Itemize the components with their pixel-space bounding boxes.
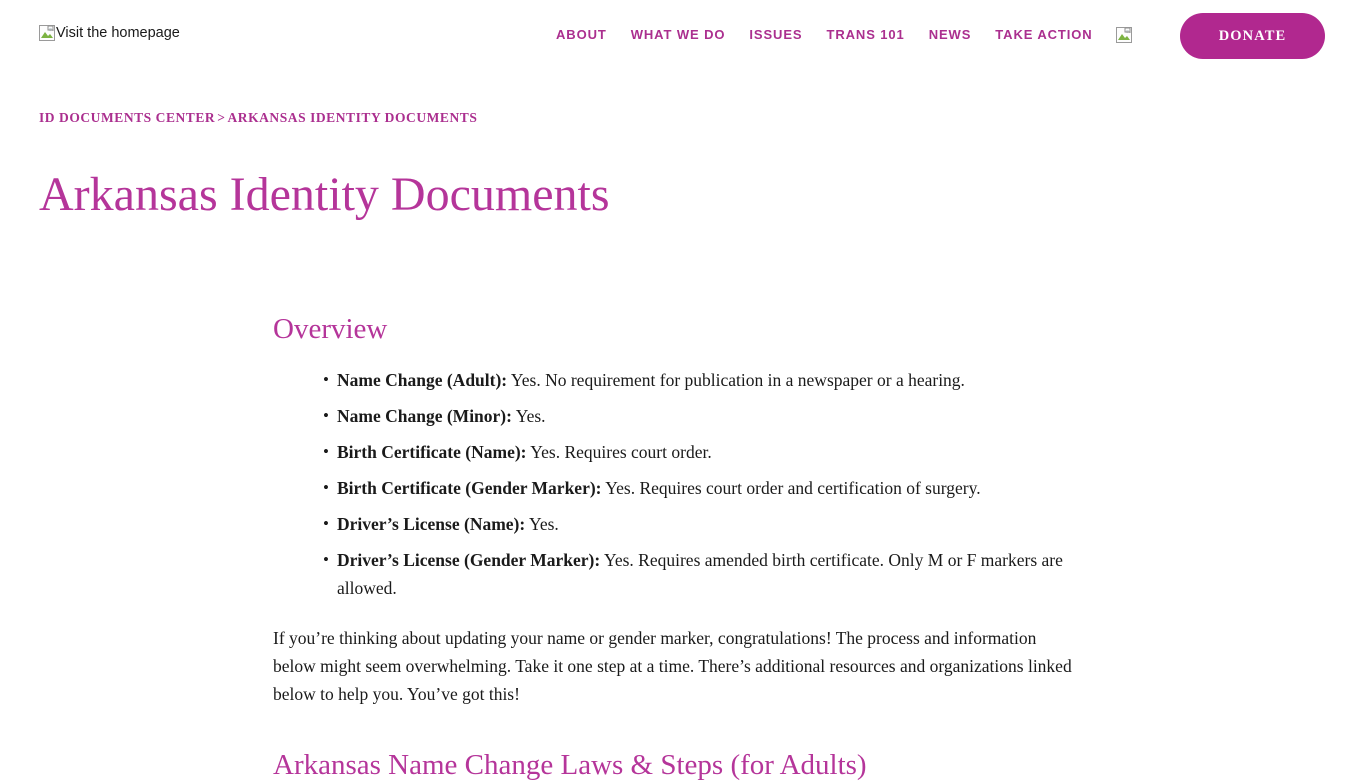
list-item-label: Name Change (Minor): [337, 406, 512, 426]
list-item [337, 510, 1103, 538]
nav-item-news[interactable]: NEWS [928, 27, 972, 42]
list-item [337, 366, 1103, 394]
overview-heading: Overview [273, 313, 388, 345]
list-item-label: Birth Certificate (Name): [337, 442, 527, 462]
nav-item-about[interactable]: ABOUT [556, 27, 607, 42]
list-item-value: Yes. Requires amended birth certificate. Only M or F markers are allowed. [337, 550, 1063, 598]
overview-paragraph: If you’re thinking about updating your name or gender marker, congratulations! The process and information below might seem overwhelming. Take it one step at a time. There’s additional resources and organizations linked below to help you. You’ve got this! [273, 628, 1072, 704]
nav-item-what-we-do[interactable]: WHAT WE DO [630, 27, 726, 42]
breadcrumb-separator: > [217, 110, 226, 125]
list-item-label: Driver’s License (Name): [337, 514, 526, 534]
page-title: Arkansas Identity Documents [39, 168, 610, 221]
list-item-value: Yes. No requirement for publication in a newspaper or a hearing. [510, 370, 965, 390]
list-item [337, 546, 1103, 602]
list-item-value: Yes. [528, 514, 559, 534]
broken-image-icon [1116, 27, 1132, 43]
broken-image-icon [39, 25, 55, 41]
breadcrumb-parent-link[interactable]: ID DOCUMENTS CENTER [39, 110, 216, 125]
overview-list [273, 366, 1103, 602]
next-section-heading: Arkansas Name Change Laws & Steps (for Adults) [273, 749, 867, 781]
list-item-value: Yes. [515, 406, 546, 426]
site-header [0, 0, 1366, 72]
logo-alt-text: Visit the homepage [56, 25, 180, 41]
donate-button[interactable]: DONATE [1180, 13, 1325, 59]
list-item [337, 474, 1103, 502]
breadcrumb-current: ARKANSAS IDENTITY DOCUMENTS [227, 110, 478, 125]
nav-image-link[interactable] [1105, 27, 1144, 43]
logo-home-link[interactable] [39, 24, 180, 42]
nav-item-take-action[interactable]: TAKE ACTION [995, 27, 1093, 42]
list-item-label: Birth Certificate (Gender Marker): [337, 478, 602, 498]
main-navigation [556, 26, 1144, 44]
list-item [337, 438, 1103, 466]
breadcrumb [39, 110, 477, 126]
list-item-value: Yes. Requires court order. [530, 442, 712, 462]
list-item [337, 402, 1103, 430]
list-item-label: Driver’s License (Gender Marker): [337, 550, 601, 570]
list-item-label: Name Change (Adult): [337, 370, 508, 390]
list-item-value: Yes. Requires court order and certification of surgery. [605, 478, 981, 498]
main-content [273, 310, 1103, 784]
nav-item-trans-101[interactable]: TRANS 101 [826, 27, 905, 42]
nav-item-issues[interactable]: ISSUES [749, 27, 803, 42]
